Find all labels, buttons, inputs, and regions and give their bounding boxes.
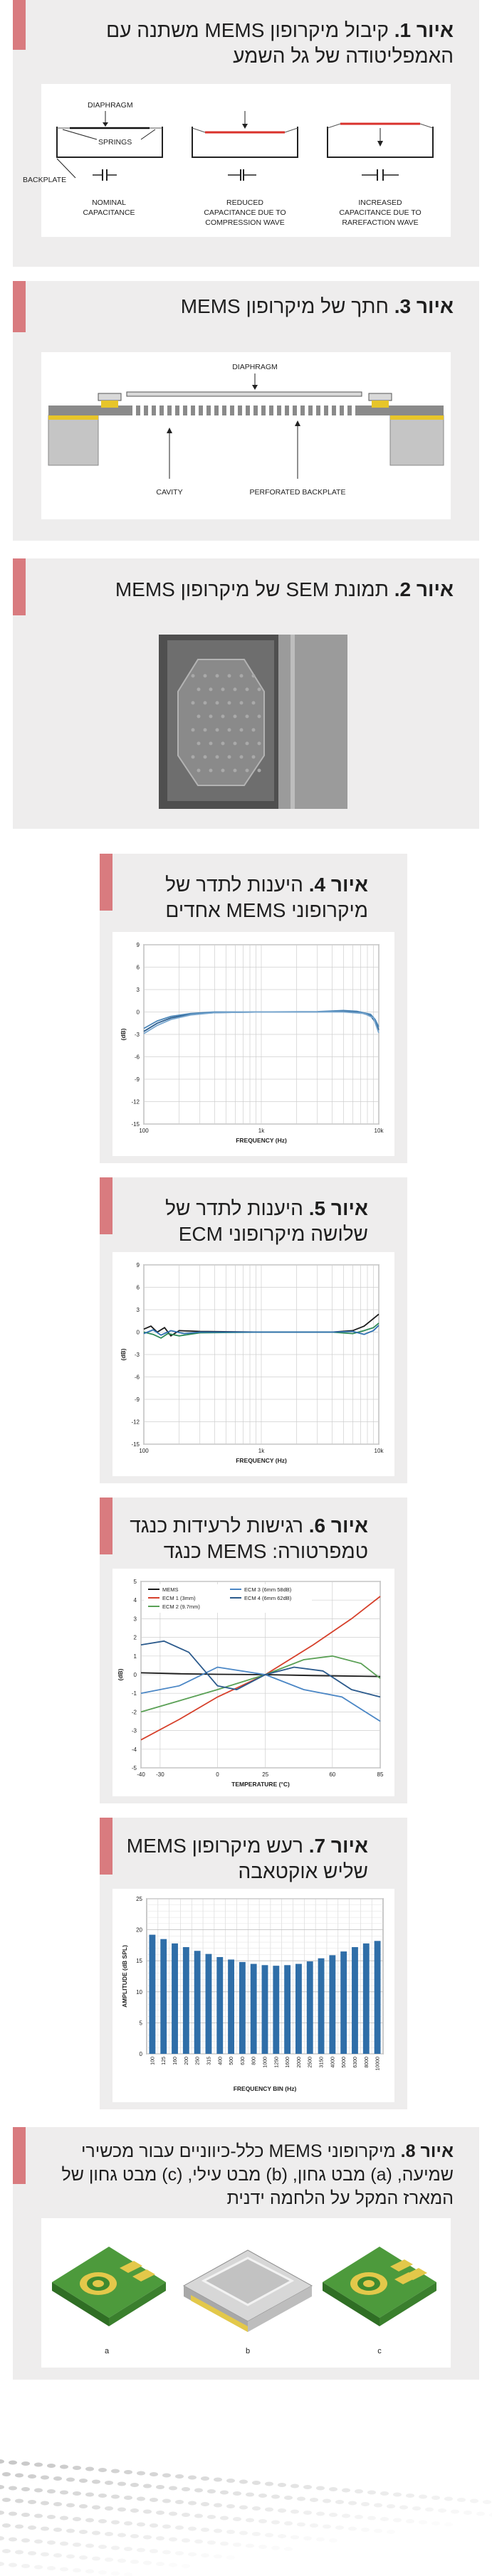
bar — [194, 1951, 201, 2054]
y-axis-label: (dB) — [117, 1668, 124, 1681]
accent-bar — [100, 1498, 112, 1554]
y-tick-label: 6 — [136, 1284, 140, 1291]
cross-section-diagram — [41, 352, 451, 519]
y-tick-label: 3 — [136, 987, 140, 993]
y-tick-label: -1 — [131, 1690, 137, 1697]
nominal-caption-1: NOMINAL — [92, 198, 126, 207]
figure-3-image — [41, 352, 451, 519]
label-b: b — [245, 2347, 251, 2355]
y-tick-label: -5 — [131, 1765, 137, 1771]
rarefaction-cell — [328, 124, 433, 227]
bar — [295, 1964, 302, 2054]
figure-7-text: רעש מיקרופון MEMS שליש אוקטאבה — [126, 1835, 368, 1882]
figure-5-chart-box — [112, 1252, 394, 1476]
compression-cell — [192, 111, 298, 227]
x-tick-label: 8000 — [364, 2057, 370, 2068]
y-tick-label: -9 — [134, 1076, 140, 1083]
x-tick-label: 315 — [206, 2057, 212, 2065]
x-tick-label: 1000 — [263, 2057, 268, 2068]
package-b-top-view — [184, 2250, 312, 2355]
nominal-caption-2: CAPACITANCE — [83, 208, 135, 217]
cavity-label: CAVITY — [156, 488, 183, 497]
legend-entry: ECM 1 (3mm) — [162, 1595, 196, 1601]
x-tick-label: 1k — [258, 1128, 265, 1134]
figure-4-chart-box — [112, 932, 394, 1156]
figure-2-text: תמונת SEM של מיקרופון MEMS — [115, 578, 389, 600]
y-tick-label: 2 — [133, 1634, 137, 1641]
bar — [149, 1935, 155, 2054]
figure-1-number: איור 1. — [394, 19, 454, 41]
capacitance-diagram — [23, 84, 451, 237]
bar — [273, 1966, 279, 2054]
figure-4-card — [100, 854, 407, 1163]
diaphragm-label: DIAPHRAGM — [88, 101, 133, 110]
label-a: a — [104, 2347, 110, 2355]
figure-8-caption — [26, 2140, 454, 2210]
bar — [307, 1961, 313, 2054]
bar — [239, 1962, 246, 2054]
x-tick-label: 1250 — [274, 2057, 280, 2068]
legend-entry: ECM 3 (6mm 58dB) — [244, 1586, 292, 1593]
x-tick-label: 10000 — [375, 2057, 381, 2071]
y-tick-label: 0 — [136, 1329, 140, 1336]
figure-2-caption — [26, 577, 454, 603]
x-tick-label: 25 — [262, 1771, 269, 1778]
decorative-dot-pattern — [0, 2419, 492, 2575]
x-tick-label: -30 — [156, 1771, 164, 1778]
figure-7-chart — [112, 1889, 394, 2102]
x-axis-label: FREQUENCY BIN (Hz) — [233, 2085, 297, 2092]
figure-5-card — [100, 1177, 407, 1483]
x-tick-label: 800 — [251, 2057, 257, 2065]
accent-bar — [100, 1818, 112, 1875]
compression-caption-2: CAPACITANCE DUE TO — [204, 208, 286, 217]
bar — [262, 1965, 268, 2054]
bar — [375, 1941, 381, 2054]
figure-1-text: קיבול מיקרופון MEMS משתנה עם האמפליטודה של גל השמע — [106, 19, 454, 67]
figure-5-chart — [112, 1252, 394, 1476]
x-tick-label: 250 — [195, 2057, 201, 2065]
nominal-cell — [23, 101, 162, 217]
y-axis-label: (dB) — [120, 1348, 127, 1361]
legend-entry: ECM 2 (9.7mm) — [162, 1604, 200, 1610]
x-tick-label: 6300 — [352, 2057, 358, 2068]
bar — [206, 1954, 212, 2054]
x-tick-label: 100 — [139, 1128, 149, 1134]
y-tick-label: 0 — [136, 1009, 140, 1016]
figure-8-card — [13, 2127, 479, 2380]
figure-3-text: חתך של מיקרופון MEMS — [180, 295, 389, 317]
x-axis-label: TEMPERATURE (°C) — [231, 1781, 290, 1788]
figure-1-card — [13, 0, 479, 267]
compression-caption-3: COMPRESSION WAVE — [205, 218, 285, 227]
figure-8-text: מיקרופוני MEMS כלל-כיווניים עבור מכשירי שמיעה, (a) מבט גחון, (b) מבט עילי, (c) מבט גחון של המארז המקל על הלחמה ידנית — [61, 2141, 454, 2208]
bar — [183, 1947, 189, 2054]
accent-bar — [100, 854, 112, 911]
figure-3-number: איור 3. — [394, 295, 454, 317]
y-axis-label: AMPLITUDE (dB SPL) — [121, 1945, 128, 2008]
y-tick-label: 9 — [136, 942, 140, 948]
accent-bar — [100, 1177, 112, 1234]
y-tick-label: 0 — [139, 2051, 142, 2057]
legend-entry: ECM 4 (6mm 62dB) — [244, 1595, 292, 1601]
x-tick-label: 125 — [162, 2057, 167, 2065]
y-tick-label: -3 — [134, 1032, 140, 1038]
mems-packages — [41, 2218, 451, 2368]
rarefaction-caption-1: INCREASED — [358, 198, 402, 207]
springs-label: SPRINGS — [98, 138, 132, 147]
y-tick-label: 5 — [133, 1579, 137, 1585]
accent-bar — [13, 281, 26, 332]
backplate-label: BACKPLATE — [23, 176, 67, 184]
figure-4-number: איור 4. — [308, 874, 368, 896]
y-tick-label: -15 — [131, 1121, 140, 1128]
sem-image — [159, 635, 347, 809]
figure-4-caption — [126, 872, 368, 923]
x-tick-label: 85 — [377, 1771, 384, 1778]
bar — [172, 1944, 178, 2054]
bar — [352, 1947, 358, 2054]
y-tick-label: 3 — [133, 1616, 137, 1623]
x-tick-label: 400 — [218, 2057, 224, 2065]
x-tick-label: 10k — [374, 1448, 384, 1454]
x-tick-label: 0 — [216, 1771, 219, 1778]
bar — [340, 1951, 347, 2054]
figure-2-number: איור 2. — [394, 578, 454, 600]
bar — [329, 1955, 335, 2054]
x-tick-label: 1600 — [286, 2057, 291, 2068]
y-tick-label: 9 — [136, 1262, 140, 1268]
figure-4-text: היענות לתדר של מיקרופוני MEMS אחדים — [165, 874, 368, 921]
x-tick-label: 100 — [150, 2057, 156, 2065]
x-axis-label: FREQUENCY (Hz) — [236, 1457, 287, 1464]
figure-6-chart-box — [112, 1569, 394, 1796]
figure-7-card — [100, 1818, 407, 2109]
x-tick-label: 5000 — [342, 2057, 347, 2068]
x-tick-label: -40 — [137, 1771, 145, 1778]
y-tick-label: -2 — [131, 1709, 137, 1716]
bar — [251, 1964, 257, 2054]
figure-8-number: איור 8. — [400, 2141, 454, 2161]
y-tick-label: -3 — [134, 1352, 140, 1358]
y-tick-label: 20 — [136, 1926, 142, 1934]
y-tick-label: -4 — [131, 1746, 137, 1753]
x-tick-label: 100 — [139, 1448, 149, 1454]
rarefaction-caption-3: RAREFACTION WAVE — [342, 218, 419, 227]
bar — [228, 1959, 234, 2054]
figure-3-card — [13, 281, 479, 541]
figure-6-number: איור 6. — [308, 1515, 368, 1537]
sem-photo — [159, 635, 347, 809]
y-tick-label: -6 — [134, 1054, 140, 1061]
compression-caption-1: REDUCED — [226, 198, 263, 207]
x-tick-label: 2000 — [296, 2057, 302, 2068]
figure-1-image — [23, 84, 451, 237]
bar — [216, 1957, 223, 2054]
accent-bar — [13, 0, 26, 50]
figure-6-text: רגישות לרעידות כנגד טמפרטורה: MEMS כנגד — [130, 1515, 368, 1562]
perforated-backplate — [132, 406, 355, 415]
x-tick-label: 4000 — [330, 2057, 336, 2068]
y-tick-label: -15 — [131, 1441, 140, 1448]
figure-6-card-body — [100, 1498, 407, 1803]
figure-7-caption — [126, 1833, 368, 1885]
label-c: c — [377, 2347, 382, 2355]
figure-5-caption — [126, 1196, 368, 1247]
figure-5-number: איור 5. — [308, 1197, 368, 1219]
figure-8-image — [41, 2218, 451, 2368]
x-tick-label: 200 — [184, 2057, 189, 2065]
y-tick-label: -6 — [134, 1374, 140, 1381]
accent-bar — [13, 2127, 26, 2184]
perforated-backplate-label: PERFORATED BACKPLATE — [249, 488, 346, 497]
y-tick-label: -12 — [131, 1098, 140, 1106]
figure-2-card — [13, 558, 479, 829]
y-tick-label: 0 — [133, 1672, 137, 1678]
x-tick-label: 630 — [240, 2057, 246, 2065]
x-tick-label: 3150 — [319, 2057, 325, 2068]
bar — [160, 1939, 167, 2054]
y-axis-label: (dB) — [120, 1028, 127, 1041]
figure-5-text: היענות לתדר של שלושה מיקרופוני ECM — [165, 1197, 368, 1245]
y-tick-label: 10 — [136, 1988, 142, 1995]
diaphragm-label: DIAPHRAGM — [232, 363, 278, 371]
legend-entry: MEMS — [162, 1586, 179, 1593]
y-tick-label: 6 — [136, 964, 140, 971]
x-tick-label: 10k — [374, 1128, 384, 1134]
x-tick-label: 60 — [329, 1771, 336, 1778]
x-tick-label: 160 — [173, 2057, 179, 2065]
rarefaction-caption-2: CAPACITANCE DUE TO — [339, 208, 422, 217]
bar — [363, 1944, 370, 2054]
figure-3-caption — [26, 294, 454, 319]
package-c-bottom-view — [323, 2247, 436, 2355]
x-tick-label: 2500 — [308, 2057, 313, 2068]
y-tick-label: 25 — [136, 1896, 142, 1902]
figure-7-number: איור 7. — [308, 1835, 368, 1857]
figure-7-chart-box — [112, 1889, 394, 2102]
y-tick-label: -12 — [131, 1419, 140, 1426]
y-tick-label: -9 — [134, 1396, 140, 1403]
x-tick-label: 500 — [229, 2057, 235, 2065]
figure-6-chart — [112, 1569, 394, 1796]
y-tick-label: -3 — [131, 1727, 137, 1734]
y-tick-label: 15 — [136, 1958, 142, 1965]
bar — [284, 1965, 291, 2054]
x-tick-label: 1k — [258, 1448, 265, 1454]
figure-4-chart — [112, 932, 394, 1156]
figure-1-caption — [26, 18, 454, 69]
y-tick-label: 1 — [133, 1653, 137, 1660]
y-tick-label: 3 — [136, 1307, 140, 1313]
accent-bar — [13, 558, 26, 615]
y-tick-label: 5 — [139, 2020, 142, 2027]
x-axis-label: FREQUENCY (Hz) — [236, 1137, 287, 1144]
package-a-bottom-view — [52, 2247, 166, 2355]
y-tick-label: 4 — [133, 1597, 137, 1604]
bar — [318, 1958, 325, 2054]
